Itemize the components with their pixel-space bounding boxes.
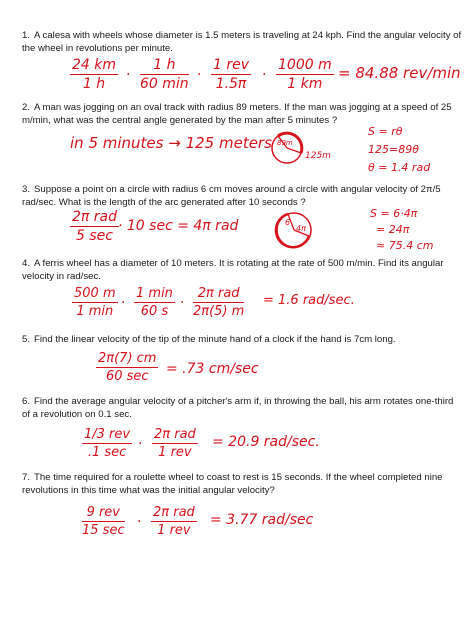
fraction: 1 rev 1.5π bbox=[213, 57, 250, 92]
worksheet-page: 1. A calesa with wheels whose diameter is 1.5 meters is traveling at 24 kph. Find the angular velocity of the wheel in revolutions per minute. $\frac{24 km}{1 h}$ · 1 h 60 min · 1 rev 1.5π · $\frac{1000 m}{1 km}$ = 84.88 rev/min 2. A man was jogging on an oval track with radius 89 meters. If the man was jogging at a speed of 25 m/min, what was the central angle generated by the man after 5 minutes ? in 5 minutes → 125 meters 89m 125m S = rθ 125=89θ θ = 1.4 rad 3. Suppose a point on a circle with radius 6 cm moves around a circle with angular velocity of 2π/5 rad/sec. What is the length of the arc generated after 10 seconds ? 2π rad 5 sec · 10 sec = 4π rad 6 4π S = 6·4π = 24π ≈ 75.4 cm 4. A ferris wheel has a diameter of 10 meters. It is rotating at the rate of 500 m/min. Find its angular velocity in rad/sec. 500 m 1 min · 1 min 60 s · 2π rad 2π(5) m = 1.6 rad/sec. 5. Find the linear velocity of the tip of the minute hand of a clock if the hand is 7cm long. 2π(7) cm 60 sec = .73 cm/sec 6. Find the average angular velocity of a pitcher's arm if, in throwing the ball, his arm rotates one-third of a revolution on 0.1 sec. 1/3 rev .1 sec · 2π rad 1 rev = 20.9 rad/sec. 7. The time required for a roulette wheel to coast to rest is 15 seconds. If the wheel completed nine revolutions in this time what was the initial angular velocity? 9 rev 15 sec · 2π rad 1 rev = 3.77 rad/sec bbox=[0, 0, 474, 632]
answer: = 20.9 rad/sec. bbox=[212, 434, 320, 450]
answer: = 3.77 rad/sec bbox=[210, 512, 314, 528]
problem-number: 2. bbox=[22, 102, 31, 113]
fraction: 1 h 60 min bbox=[140, 57, 189, 92]
work-line: in 5 minutes → 125 meters bbox=[70, 134, 272, 152]
fraction: 2π(7) cm 60 sec bbox=[98, 351, 157, 384]
problem-number: 6. bbox=[22, 396, 31, 407]
fraction: 1 min 60 s bbox=[136, 286, 173, 319]
problem-text: The time required for a roulette wheel to coast to rest is 15 seconds. If the wheel completed nine revolutions in this time what was the initial angular velocity? bbox=[22, 472, 443, 496]
equation: S = 6·4π bbox=[370, 207, 418, 220]
radius-label: 6 bbox=[285, 218, 291, 227]
problem-text: Find the average angular velocity of a pitcher's arm if, in throwing the ball, his arm rotates one-third of a revolution on 0.1 sec. bbox=[22, 396, 454, 420]
equation: S = rθ bbox=[368, 125, 403, 138]
fraction: $\frac{1000 m}{1 km}$ bbox=[278, 57, 332, 92]
fraction: 2π rad 5 sec bbox=[72, 209, 118, 244]
fraction: 2π rad 1 rev bbox=[154, 427, 196, 460]
problem-6 bbox=[22, 396, 462, 421]
angle-label: 4π bbox=[296, 224, 306, 233]
problem-number: 1. bbox=[22, 30, 31, 41]
answer: = 84.88 rev/min bbox=[338, 64, 461, 82]
fraction: 500 m 1 min bbox=[74, 286, 116, 319]
fraction: 1/3 rev .1 sec bbox=[84, 427, 131, 460]
equation: 125=89θ bbox=[368, 143, 419, 156]
fraction: 9 rev 15 sec bbox=[82, 505, 125, 538]
problem-number: 7. bbox=[22, 472, 31, 483]
radius-label: 89m bbox=[277, 139, 293, 147]
arc-label: 125m bbox=[305, 151, 331, 161]
problem-text: Find the linear velocity of the tip of the minute hand of a clock if the hand is 7cm long. bbox=[34, 334, 396, 345]
problem-7 bbox=[22, 472, 462, 497]
problem-number: 4. bbox=[22, 258, 31, 269]
problem-text: A man was jogging on an oval track with radius 89 meters. If the man was jogging at a speed of 25 m/min, what was the central angle generated by the man after 5 minutes ? bbox=[22, 102, 452, 126]
problem-text: Suppose a point on a circle with radius 6 cm moves around a circle with angular velocity of 2π/5 rad/sec. What is the length of the arc generated after 10 seconds ? bbox=[22, 184, 441, 208]
problem-5 bbox=[22, 334, 462, 347]
equation: = 24π bbox=[376, 223, 410, 236]
fraction: $\frac{24 km}{1 h}$ bbox=[72, 57, 117, 92]
fraction: 2π rad 2π(5) m bbox=[193, 286, 245, 319]
problem-text: A ferris wheel has a diameter of 10 meters. It is rotating at the rate of 500 m/min. Find its angular velocity in rad/sec. bbox=[22, 258, 444, 282]
answer: = .73 cm/sec bbox=[166, 361, 259, 377]
equation: θ = 1.4 rad bbox=[368, 161, 431, 174]
problem-number: 3. bbox=[22, 184, 31, 195]
problem-4 bbox=[22, 258, 462, 283]
answer: = 1.6 rad/sec. bbox=[263, 293, 355, 308]
work-line: · 10 sec = 4π rad bbox=[118, 218, 239, 234]
fraction: 2π rad 1 rev bbox=[153, 505, 195, 538]
problem-text: A calesa with wheels whose diameter is 1.5 meters is traveling at 24 kph. Find the angular velocity of the wheel in revolutions per minute. bbox=[22, 30, 462, 54]
problem-number: 5. bbox=[22, 334, 31, 345]
equation: ≈ 75.4 cm bbox=[376, 239, 434, 252]
